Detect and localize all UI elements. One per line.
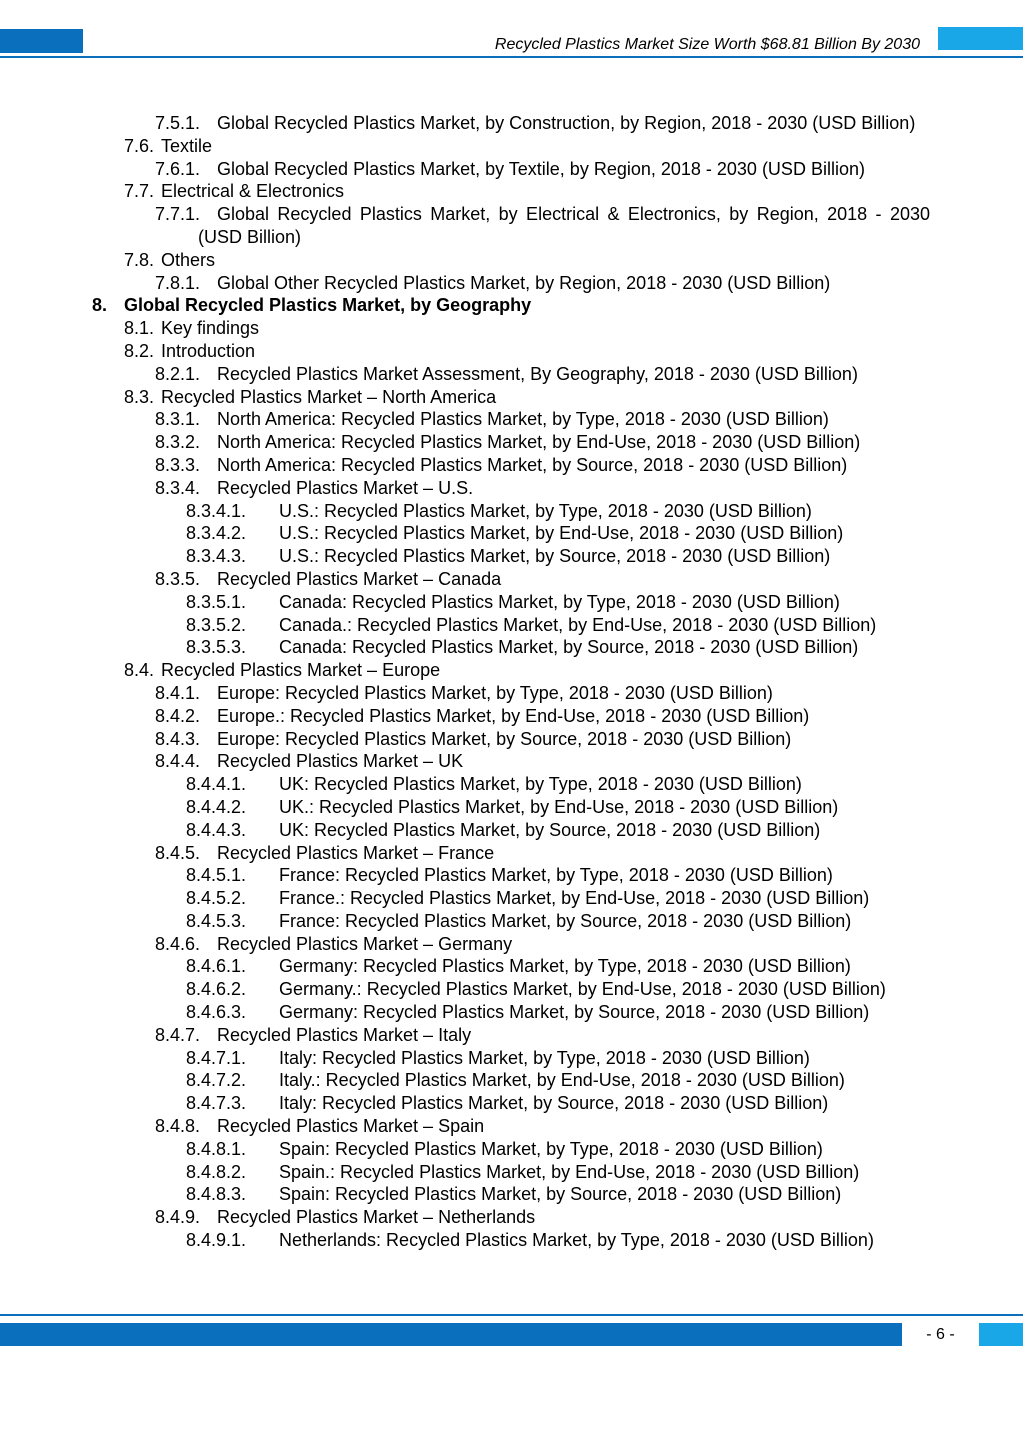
toc-entry-number: 8.3.4.1. [186,500,247,521]
toc-entry-number: 8.4.9. [155,1207,201,1228]
toc-entry-text: Recycled Plastics Market – Europe [161,660,441,681]
toc-entry-number: 8.4.8.1. [186,1138,247,1159]
toc-entry [0,728,1023,751]
toc-entry [0,522,1023,545]
toc-entry-number: 8.4.3. [155,728,201,749]
toc-entry-text: Europe: Recycled Plastics Market, by Source, 2018 - 2030 (USD Billion) [217,728,792,749]
toc-entry [0,1138,1023,1161]
toc-entry-number: 8.4.6.2. [186,979,247,1000]
toc-entry-text: Global Recycled Plastics Market, by Electrical & Electronics, by Region, 2018 - 2030 (USD Billion) [198,204,930,247]
header-bar-left [0,29,83,53]
toc-entry-number: 8.4.4. [155,751,201,772]
toc-entry-text: Spain: Recycled Plastics Market, by Type, 2018 - 2030 (USD Billion) [279,1138,823,1159]
toc-entry-number: 8.4.6.1. [186,956,247,977]
toc-entry-number: 8.3. [124,386,155,407]
toc-entry [0,955,1023,978]
toc-entry-text: Recycled Plastics Market – U.S. [217,477,474,498]
toc-entry [0,910,1023,933]
toc-entry-number: 8.3.5.1. [186,591,247,612]
toc-entry-number: 7.6. [124,135,155,156]
toc-entry [0,1229,1023,1252]
toc-entry [0,842,1023,865]
toc-entry [0,1001,1023,1024]
toc-entry-number: 7.6.1. [155,158,201,179]
toc-entry-text: North America: Recycled Plastics Market, by End-Use, 2018 - 2030 (USD Billion) [217,432,861,453]
toc-entry [0,1069,1023,1092]
toc-entry-number: 7.8. [124,249,155,270]
toc-entry-number: 8.4.6.3. [186,1002,247,1023]
toc-entry-text: Europe: Recycled Plastics Market, by Type, 2018 - 2030 (USD Billion) [217,682,773,703]
toc-entry [0,454,1023,477]
toc-entry [0,659,1023,682]
toc-entry-number: 8.4.6. [155,933,201,954]
toc-entry [0,1047,1023,1070]
toc-entry-number: 8.4.5. [155,842,201,863]
toc-entry-text: Others [161,249,216,270]
toc-entry-number: 7.7. [124,181,155,202]
toc-entry [0,819,1023,842]
toc-entry-text: Europe.: Recycled Plastics Market, by End-Use, 2018 - 2030 (USD Billion) [217,705,810,726]
table-of-contents [0,112,1023,1252]
toc-entry [0,864,1023,887]
toc-entry-number: 7.5.1. [155,113,201,133]
toc-entry [0,1161,1023,1184]
toc-entry-number: 8.4.7.2. [186,1070,247,1091]
toc-entry-text: Global Recycled Plastics Market, by Geography [124,295,532,316]
toc-entry [0,317,1023,340]
toc-entry [0,203,1023,249]
toc-entry [0,568,1023,591]
toc-entry [0,408,1023,431]
toc-entry-text: Italy.: Recycled Plastics Market, by End-Use, 2018 - 2030 (USD Billion) [279,1070,845,1091]
toc-entry [0,340,1023,363]
toc-entry [0,1183,1023,1206]
toc-entry-text: Recycled Plastics Market – Italy [217,1024,472,1045]
toc-entry-text: UK: Recycled Plastics Market, by Type, 2018 - 2030 (USD Billion) [279,774,802,795]
toc-entry-number: 8.3.5.3. [186,637,247,658]
footer-rule [0,1314,1023,1316]
toc-entry-number: 8.4.9.1. [186,1230,247,1251]
toc-entry-text: Canada: Recycled Plastics Market, by Source, 2018 - 2030 (USD Billion) [279,637,859,658]
toc-entry [0,978,1023,1001]
toc-entry-number: 8. [92,295,108,316]
toc-entry-number: 8.4.4.2. [186,796,247,817]
toc-entry-text: Introduction [161,340,256,361]
toc-entry-text: Italy: Recycled Plastics Market, by Source, 2018 - 2030 (USD Billion) [279,1093,829,1114]
toc-entry-number: 7.8.1. [155,272,201,293]
toc-entry-text: France.: Recycled Plastics Market, by End-Use, 2018 - 2030 (USD Billion) [279,888,870,909]
toc-entry [0,591,1023,614]
toc-entry [0,750,1023,773]
toc-entry-number: 8.2.1. [155,363,201,384]
toc-entry [0,180,1023,203]
toc-entry [0,272,1023,295]
toc-entry-number: 8.4.1. [155,682,201,703]
toc-entry-number: 8.4.5.1. [186,865,247,886]
toc-entry-text: Recycled Plastics Market – France [217,842,495,863]
toc-entry-number: 8.3.4. [155,477,201,498]
toc-entry-text: Recycled Plastics Market – Germany [217,933,513,954]
toc-entry-text: Global Recycled Plastics Market, by Textile, by Region, 2018 - 2030 (USD Billion) [217,158,865,179]
toc-entry-text: Canada: Recycled Plastics Market, by Type, 2018 - 2030 (USD Billion) [279,591,840,612]
toc-entry-number: 8.3.5.2. [186,614,247,635]
toc-entry-number: 8.4.7. [155,1024,201,1045]
toc-entry-text: Recycled Plastics Market – Netherlands [217,1207,536,1228]
toc-entry-number: 8.4.7.3. [186,1093,247,1114]
footer-bar-left [0,1323,902,1346]
toc-entry [0,682,1023,705]
toc-entry [0,705,1023,728]
toc-entry [0,796,1023,819]
toc-entry [0,887,1023,910]
toc-entry-text: France: Recycled Plastics Market, by Type, 2018 - 2030 (USD Billion) [279,865,833,886]
toc-entry-text: Italy: Recycled Plastics Market, by Type, 2018 - 2030 (USD Billion) [279,1047,810,1068]
toc-entry-text: UK: Recycled Plastics Market, by Source, 2018 - 2030 (USD Billion) [279,819,821,840]
toc-entry-text: Recycled Plastics Market – Spain [217,1116,485,1137]
toc-entry [0,386,1023,409]
toc-entry-text: Key findings [161,318,260,339]
toc-entry-text: Recycled Plastics Market – North America [161,386,497,407]
toc-entry-number: 8.4.8.3. [186,1184,247,1205]
toc-entry [0,363,1023,386]
toc-entry-text: U.S.: Recycled Plastics Market, by End-Use, 2018 - 2030 (USD Billion) [279,523,844,544]
toc-entry [0,1024,1023,1047]
toc-entry [0,636,1023,659]
toc-entry-number: 8.4.4.3. [186,819,247,840]
toc-entry-number: 8.3.4.3. [186,546,247,567]
footer-bar-right [979,1323,1023,1346]
toc-entry-text: Global Recycled Plastics Market, by Construction, by Region, 2018 - 2030 (USD Billion) [217,113,916,133]
toc-entry-text: U.S.: Recycled Plastics Market, by Type, 2018 - 2030 (USD Billion) [279,500,812,521]
toc-entry-text: Textile [161,135,213,156]
toc-entry [0,249,1023,272]
toc-entry-text: North America: Recycled Plastics Market, by Source, 2018 - 2030 (USD Billion) [217,454,848,475]
toc-entry-number: 8.4. [124,660,155,681]
toc-entry-text: Recycled Plastics Market – UK [217,751,464,772]
toc-entry [0,1092,1023,1115]
toc-entry-number: 8.1. [124,318,155,339]
toc-entry-text: France: Recycled Plastics Market, by Source, 2018 - 2030 (USD Billion) [279,910,852,931]
page-number: - 6 - [926,1326,955,1343]
header-title: Recycled Plastics Market Size Worth $68.81 Billion By 2030 [494,36,920,53]
toc-entry [0,933,1023,956]
toc-entry-text: Canada.: Recycled Plastics Market, by End-Use, 2018 - 2030 (USD Billion) [279,614,877,635]
toc-entry-text: Germany.: Recycled Plastics Market, by End-Use, 2018 - 2030 (USD Billion) [279,979,886,1000]
toc-entry-number: 8.4.5.2. [186,888,247,909]
toc-entry-number: 8.2. [124,340,155,361]
toc-entry [0,1115,1023,1138]
toc-entry-text: Germany: Recycled Plastics Market, by Source, 2018 - 2030 (USD Billion) [279,1002,870,1023]
toc-entry-text: Electrical & Electronics [161,181,345,202]
toc-entry [0,773,1023,796]
toc-entry-text: Germany: Recycled Plastics Market, by Type, 2018 - 2030 (USD Billion) [279,956,851,977]
toc-entry-number: 8.4.7.1. [186,1047,247,1068]
toc-entry-number: 8.3.2. [155,432,201,453]
toc-entry-text: Recycled Plastics Market Assessment, By Geography, 2018 - 2030 (USD Billion) [217,363,858,384]
toc-entry [0,431,1023,454]
header-bar-right [938,27,1023,50]
toc-entry-number: 8.4.4.1. [186,774,247,795]
toc-entry [0,158,1023,181]
toc-entry [0,1206,1023,1229]
toc-entry-number: 7.7.1. [155,204,201,225]
toc-entry-number: 8.4.8. [155,1116,201,1137]
toc-entry-number: 8.3.3. [155,454,201,475]
toc-entry-text: UK.: Recycled Plastics Market, by End-Use, 2018 - 2030 (USD Billion) [279,796,839,817]
toc-entry-number: 8.3.4.2. [186,523,247,544]
toc-entry-text: U.S.: Recycled Plastics Market, by Source, 2018 - 2030 (USD Billion) [279,546,831,567]
toc-entry [0,294,1023,317]
toc-entry [0,112,1023,135]
toc-entry [0,500,1023,523]
toc-entry-number: 8.4.8.2. [186,1161,247,1182]
toc-entry-number: 8.4.5.3. [186,910,247,931]
toc-entry [0,614,1023,637]
toc-entry [0,545,1023,568]
toc-entry-text: Global Other Recycled Plastics Market, by Region, 2018 - 2030 (USD Billion) [217,272,831,293]
toc-entry [0,135,1023,158]
toc-entry-text: Spain: Recycled Plastics Market, by Source, 2018 - 2030 (USD Billion) [279,1184,842,1205]
header-rule [0,56,1023,58]
toc-entry-text: Recycled Plastics Market – Canada [217,568,502,589]
toc-entry [0,477,1023,500]
toc-entry-text: Netherlands: Recycled Plastics Market, by Type, 2018 - 2030 (USD Billion) [279,1230,874,1251]
toc-entry-number: 8.4.2. [155,705,201,726]
toc-entry-number: 8.3.5. [155,568,201,589]
toc-entry-number: 8.3.1. [155,409,201,430]
toc-entry-text: North America: Recycled Plastics Market, by Type, 2018 - 2030 (USD Billion) [217,409,829,430]
toc-entry-text: Spain.: Recycled Plastics Market, by End-Use, 2018 - 2030 (USD Billion) [279,1161,860,1182]
